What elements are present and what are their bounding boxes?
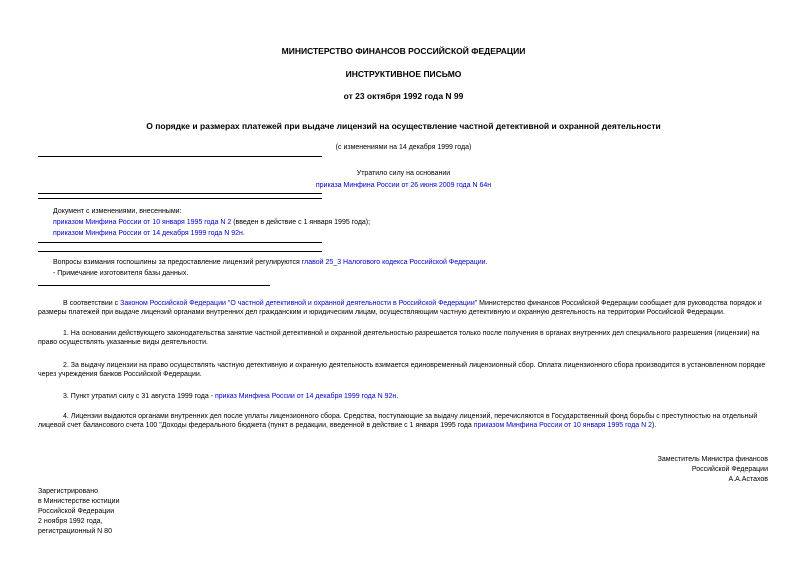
tax-code-link[interactable]: главой 25_3 Налогового кодекса Российской Федерации <box>301 259 486 266</box>
divider <box>38 156 322 157</box>
tax-note-text: Вопросы взимания госпошлины за предоставление лицензий регулируются <box>53 259 302 266</box>
registration-block <box>38 487 119 536</box>
divider <box>38 285 270 286</box>
paragraph-3-link[interactable]: приказ Минфина России от 14 декабря 1999 года N 92н <box>214 393 397 400</box>
invalid-notice-link[interactable]: приказа Минфина России от 26 июня 2009 года N 64н <box>315 182 492 189</box>
paragraph-4-text-a: 4. Лицензии выдаются органами внутренних дел после уплаты лицензионного сбора. Средства, поступающие за выдачу лицензий, перечисляются в Государственный фонд борьбы с преступностью на отдельный лицевой счет балансового счета 100 "Доходы федерального бюджета (пункт в редакции, введенной в действие с 1 января 1995 года <box>38 413 758 429</box>
changes-intro: Документ с изменениями, внесенными: <box>53 208 182 215</box>
signature-org: Российской Федерации <box>691 466 768 473</box>
change-item-2-note: . <box>242 230 245 237</box>
signature-position: Заместитель Министра финансов <box>657 456 768 463</box>
tax-note <box>53 258 488 267</box>
paragraph-2: 2. За выдачу лицензии на право осуществлять частную детективную и охранную деятельность взимается единовременный лицензионный сбор. Оплата лицензионного сбора производится в установленном порядке через учреждения банков Российской Федерации. <box>38 362 766 378</box>
paragraph-3 <box>38 392 768 401</box>
signature-block <box>658 455 768 484</box>
registration-line-1: Зарегистрировано <box>38 488 98 495</box>
registration-line-5: регистрационный N 80 <box>38 528 112 535</box>
divider <box>38 193 322 194</box>
document-type: ИНСТРУКТИВНОЕ ПИСЬМО <box>345 69 462 79</box>
change-order-link-2[interactable]: приказом Минфина России от 14 декабря 1999 года N 92н <box>53 230 243 237</box>
preamble-text-b: Министерство финансов Российской Федерации сообщает для руководства порядок и размеры платежей при выдаче лицензий органами внутренних дел гражданским и юридическим лицам, осуществляющим частную детективную и охранную деятельность на территории Российской Федерации. <box>38 300 762 316</box>
revision-note: (с изменениями на 14 декабря 1999 года) <box>335 144 472 151</box>
registration-line-3: Российской Федерации <box>38 508 115 515</box>
tax-note-end: . <box>485 259 488 266</box>
ministry-title: МИНИСТЕРСТВО ФИНАНСОВ РОССИЙСКОЙ ФЕДЕРАЦИИ <box>281 46 526 56</box>
divider <box>38 251 322 252</box>
registration-line-2: в Министерстве юстиции <box>38 498 120 505</box>
paragraph-1: 1. На основании действующего законодательства занятие частной детективной и охранной деятельностью разрешается только после получения в органах внутренних дел специального разрешения (лицензии) на право осуществлять указанные виды деятельности. <box>38 330 760 346</box>
paragraph-3-text-b: . <box>396 393 399 400</box>
preamble-text-a: В соответствии с <box>63 300 121 307</box>
divider <box>38 242 322 243</box>
changes-item-2 <box>53 229 245 238</box>
paragraph-4-link[interactable]: приказом Минфина России от 10 января 1995 года N 2 <box>473 422 653 429</box>
preamble-paragraph <box>38 299 768 317</box>
paragraph-3-text-a: 3. Пункт утратил силу с 31 августа 1999 года - <box>63 393 215 400</box>
change-item-1-note: (введен в действие с 1 января 1995 года); <box>231 219 371 226</box>
document-subject: О порядке и размерах платежей при выдаче лицензий на осуществление частной детективной и охранной деятельности <box>146 121 661 131</box>
document-date-number: от 23 октября 1992 года N 99 <box>343 91 464 101</box>
registration-line-4: 2 ноября 1992 года, <box>38 518 103 525</box>
signature-name: А.А.Астахов <box>728 476 768 483</box>
law-link[interactable]: Законом Российской Федерации "О частной детективной и охранной деятельности в Российской Федерации" <box>120 300 478 307</box>
invalid-notice-text: Утратило силу на основании <box>356 170 451 177</box>
paragraph-4-text-b: ). <box>652 422 657 429</box>
database-note: - Примечание изготовителя базы данных. <box>53 270 189 277</box>
paragraph-4 <box>38 412 768 430</box>
divider <box>38 198 322 199</box>
change-order-link-1[interactable]: приказом Минфина России от 10 января 1995 года N 2 <box>53 219 232 226</box>
changes-item-1 <box>53 218 370 227</box>
